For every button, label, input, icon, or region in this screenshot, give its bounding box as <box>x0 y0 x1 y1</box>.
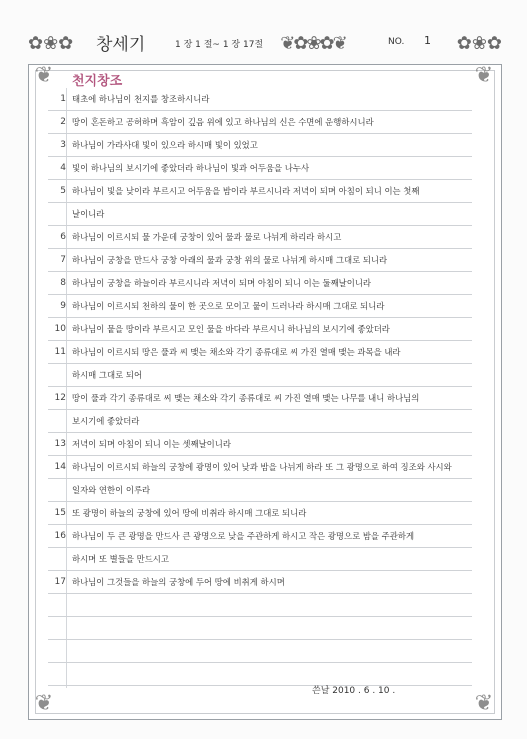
verse-row <box>48 157 472 180</box>
verse-number: 17 <box>54 577 66 587</box>
header <box>0 28 527 62</box>
ornament-right-icon: ✿❀✿ <box>456 33 502 54</box>
verse-row <box>48 387 472 410</box>
ornament-left-icon: ✿❀✿ <box>28 33 74 54</box>
verse-text: 하나님이 가라사대 빛이 있으라 하시매 빛이 있었고 <box>72 140 258 150</box>
verse-row <box>48 456 472 479</box>
verse-number: 8 <box>60 278 66 288</box>
corner-ornament-icon: ❦ <box>474 63 494 88</box>
verse-row <box>48 525 472 548</box>
written-date: 쓴날 2010 . 6 . 10 . <box>312 686 396 696</box>
verse-text: 땅이 풀과 각기 종류대로 씨 맺는 채소와 각기 종류대로 씨 가진 열매 맺는 나무를 내니 하나님의 <box>72 393 420 403</box>
verse-row <box>48 663 472 686</box>
verse-row <box>48 364 472 387</box>
verse-number: 5 <box>60 186 66 196</box>
verse-text: 또 광명이 하늘의 궁창에 있어 땅에 비취라 하시매 그대로 되니라 <box>72 508 307 518</box>
verse-text: 하나님이 뭍을 땅이라 부르시고 모인 물을 바다라 부르시니 하나님의 보시기에 좋았더라 <box>72 324 390 334</box>
verse-number: 13 <box>54 439 66 449</box>
number-label: NO. <box>388 37 405 47</box>
verse-text: 하나님이 궁창을 만드사 궁창 아래의 물과 궁창 위의 물로 나뉘게 하시매 그대로 되니라 <box>72 255 388 265</box>
verse-row <box>48 571 472 594</box>
section-title: 천지창조 <box>72 74 123 89</box>
verse-number: 15 <box>54 508 66 518</box>
verse-row <box>48 226 472 249</box>
verse-text: 보시기에 좋았더라 <box>72 416 140 426</box>
verse-row <box>48 617 472 640</box>
verse-text: 하나님이 두 큰 광명을 만드사 큰 광명으로 낮을 주관하게 하시고 작은 광명으로 밤을 주관하게 <box>72 531 415 541</box>
verse-row <box>48 318 472 341</box>
verse-row <box>48 203 472 226</box>
verse-text: 하나님이 궁창을 하늘이라 부르시니라 저녁이 되며 아침이 되니 이는 둘째날이니라 <box>72 278 372 288</box>
verse-row <box>48 295 472 318</box>
verse-text: 하나님이 이르시되 물 가운데 궁창이 있어 물과 물로 나뉘게 하리라 하시고 <box>72 232 342 242</box>
verse-row <box>48 111 472 134</box>
verse-number: 6 <box>60 232 66 242</box>
verse-text: 하나님이 이르시되 천하의 물이 한 곳으로 모이고 뭍이 드러나라 하시매 그대로 되니라 <box>72 301 385 311</box>
verse-text: 하나님이 이르시되 하늘의 궁창에 광명이 있어 낮과 밤을 나뉘게 하라 또 그 광명으로 하여 징조와 사시와 <box>72 462 452 472</box>
verse-text: 일자와 연한이 이루라 <box>72 485 151 495</box>
verse-number: 16 <box>54 531 66 541</box>
verse-text: 하나님이 그것들을 하늘의 궁창에 두어 땅에 비취게 하시며 <box>72 577 285 587</box>
verse-row <box>48 272 472 295</box>
page-number: 1 <box>424 34 431 47</box>
verse-number: 7 <box>60 255 66 265</box>
verse-number: 9 <box>60 301 66 311</box>
verse-row <box>48 134 472 157</box>
verse-row <box>48 479 472 502</box>
verse-text: 하나님이 이르시되 땅은 풀과 씨 맺는 채소와 각기 종류대로 씨 가진 열매 맺는 과목을 내라 <box>72 347 401 357</box>
chapter-range: 1 장 1 절~ 1 장 17절 <box>175 40 264 50</box>
verse-row <box>48 548 472 571</box>
verse-number: 2 <box>60 117 66 127</box>
verse-number: 4 <box>60 163 66 173</box>
verse-number: 12 <box>54 393 66 403</box>
verse-row <box>48 410 472 433</box>
verse-text: 태초에 하나님이 천지를 창조하시니라 <box>72 94 210 104</box>
verse-row <box>48 594 472 617</box>
verse-number: 10 <box>54 324 66 334</box>
verse-number: 11 <box>54 347 66 357</box>
verse-row <box>48 640 472 663</box>
verse-row <box>48 180 472 203</box>
verse-row <box>48 502 472 525</box>
verse-row <box>48 88 472 111</box>
verse-text: 하시며 또 별들을 만드시고 <box>72 554 169 564</box>
verse-row <box>48 341 472 364</box>
page-title: 창세기 <box>96 35 146 55</box>
corner-ornament-icon: ❦ <box>474 691 494 716</box>
verse-text: 하시매 그대로 되어 <box>72 370 143 380</box>
verse-text: 빛이 하나님의 보시기에 좋았더라 하나님이 빛과 어두움을 나누사 <box>72 163 310 173</box>
verse-number: 1 <box>60 94 66 104</box>
corner-ornament-icon: ❦ <box>34 691 54 716</box>
verse-number: 14 <box>54 462 66 472</box>
verse-text: 날이니라 <box>72 209 105 219</box>
verse-text: 땅이 혼돈하고 공허하며 흑암이 깊음 위에 있고 하나님의 신은 수면에 운행하시니라 <box>72 117 374 127</box>
corner-ornament-icon: ❦ <box>34 63 54 88</box>
verse-text: 저녁이 되며 아침이 되니 이는 셋째날이니라 <box>72 439 231 449</box>
verse-row <box>48 249 472 272</box>
verse-text: 하나님이 빛을 낮이라 부르시고 어두움을 밤이라 부르시니라 저녁이 되며 아침이 되니 이는 첫째 <box>72 186 420 196</box>
ornament-middle-icon: ❦✿❀✿❦ <box>280 33 346 54</box>
verse-row <box>48 433 472 456</box>
verse-number: 3 <box>60 140 66 150</box>
